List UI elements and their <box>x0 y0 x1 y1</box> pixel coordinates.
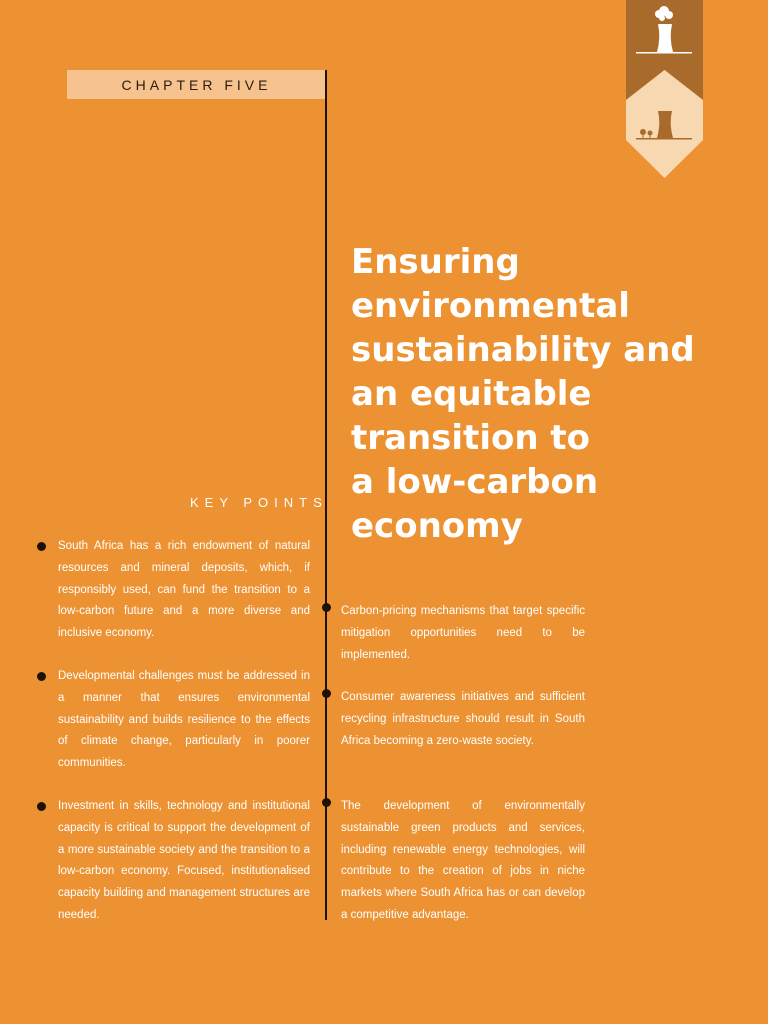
bullet-dot <box>37 672 46 681</box>
title-line: sustainability and <box>351 330 695 370</box>
key-point-left-3: Investment in skills, technology and institutional capacity is critical to support the development of a more sustainable society and the transition to a low-carbon economy. Focused, institutionalised capacity building and management structures are needed. <box>58 800 310 921</box>
key-point-right-2: Consumer awareness initiatives and sufficient recycling infrastructure should result in South Africa becoming a zero-waste society. <box>341 691 585 747</box>
bullet-dot <box>37 542 46 551</box>
bullet-dot <box>322 603 331 612</box>
chapter-label: CHAPTER FIVE <box>67 70 326 99</box>
title-line: transition to <box>351 418 590 458</box>
title-line: an equitable <box>351 374 592 414</box>
key-points-heading: KEY POINTS <box>190 495 328 510</box>
title-line: economy <box>351 506 523 546</box>
key-point-right-3: The development of environmentally sustainable green products and services, including renewable energy technologies, will contribute to the creation of jobs in niche markets where South Africa has or can develop a competitive advantage. <box>341 800 585 921</box>
title-line: Ensuring <box>351 242 520 282</box>
chapter-banner <box>626 0 703 178</box>
key-point-left-2: Developmental challenges must be addressed in a manner that ensures environmental sustainability and builds resilience to the effects of climate change, particularly in poorer communities. <box>58 670 310 770</box>
bullet-dot <box>322 689 331 698</box>
key-point-left-1: South Africa has a rich endowment of natural resources and mineral deposits, which, if responsibly used, can fund the transition to a low-carbon future and a more diverse and inclusive economy. <box>58 540 310 640</box>
key-point-right-1: Carbon-pricing mechanisms that target specific mitigation opportunities need to be implemented. <box>341 605 585 661</box>
bullet-dot <box>37 802 46 811</box>
title-line: a low-carbon <box>351 462 599 502</box>
chapter-title <box>351 240 695 548</box>
title-line: environmental <box>351 286 630 326</box>
bullet-dot <box>322 798 331 807</box>
